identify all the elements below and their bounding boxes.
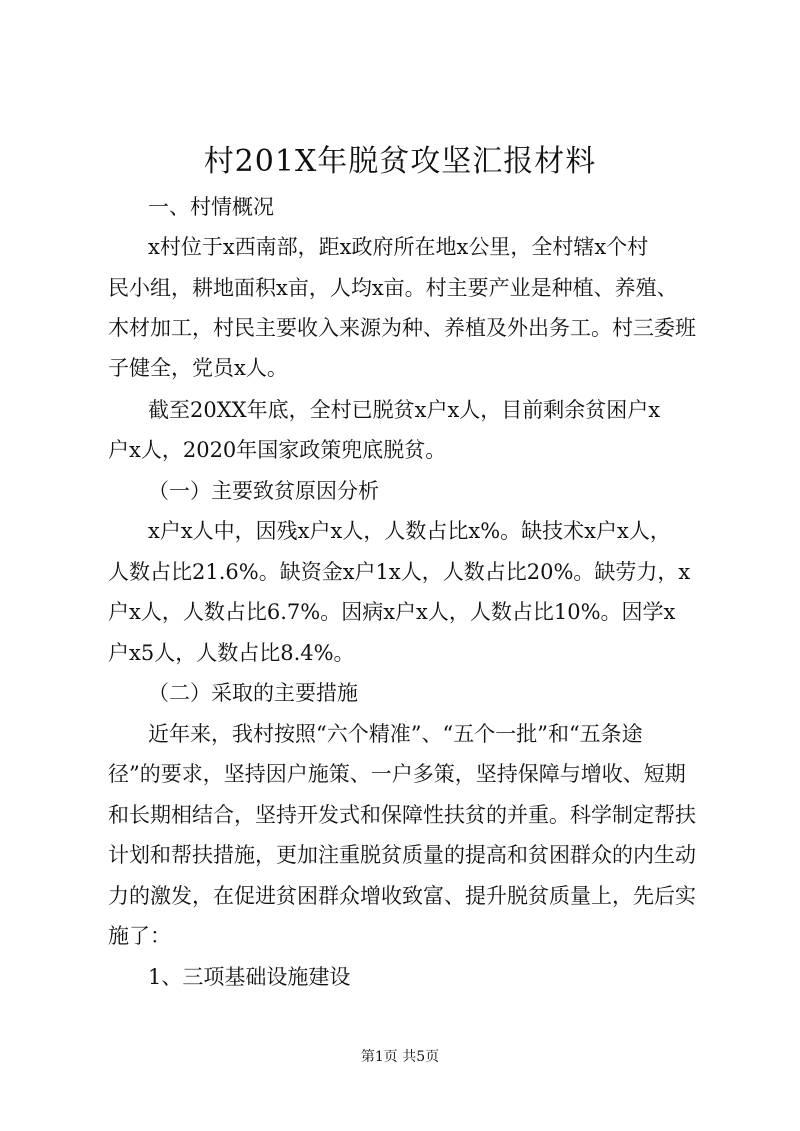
- section-heading: 一、村情概况: [148, 195, 274, 219]
- paragraph-line: 子健全，党员x人。: [108, 356, 288, 380]
- item-heading: 1、三项基础设施建设: [148, 965, 351, 989]
- subsection-heading: （二）采取的主要措施: [148, 681, 358, 705]
- paragraph-line: 人数占比21.6%。缺资金x户1x人，人数占比20%。缺劳力，x: [108, 560, 691, 584]
- paragraph-line: 计划和帮扶措施，更加注重脱贫质量的提高和贫困群众的内生动: [108, 843, 696, 867]
- paragraph-line: 和长期相结合，坚持开发式和保障性扶贫的并重。科学制定帮扶: [108, 803, 696, 827]
- paragraph-line: 户x5人，人数占比8.4%。: [108, 641, 355, 665]
- paragraph-line: 施了：: [108, 924, 171, 948]
- page-number-footer: 第1页 共5页: [360, 1049, 440, 1065]
- document-title: 村201X年脱贫攻坚汇报材料: [203, 144, 597, 179]
- paragraph-line: x村位于x西南部，距x政府所在地x公里，全村辖x个村: [148, 235, 649, 259]
- paragraph-line: x户x人中，因残x户x人，人数占比x%。缺技术x户x人，: [148, 519, 671, 543]
- paragraph-line: 近年来，我村按照“六个精准”、“五个一批”和“五条途: [148, 722, 643, 746]
- paragraph-line: 径”的要求，坚持因户施策、一户多策，坚持保障与增收、短期: [108, 762, 686, 786]
- paragraph-line: 力的激发，在促进贫困群众增收致富、提升脱贫质量上，先后实: [108, 884, 696, 908]
- paragraph-line: 木材加工，村民主要收入来源为种、养植及外出务工。村三委班: [108, 316, 696, 340]
- paragraph-line: 户x人，2020年国家政策兜底脱贫。: [108, 438, 447, 462]
- paragraph-line: 民小组，耕地面积x亩，人均x亩。村主要产业是种植、养殖、: [108, 276, 678, 300]
- paragraph-line: 截至20XX年底，全村已脱贫x户x人，目前剩余贫困户x: [148, 398, 661, 422]
- paragraph-line: 户x人，人数占比6.7%。因病x户x人，人数占比10%。因学x: [108, 600, 676, 624]
- subsection-heading: （一）主要致贫原因分析: [148, 479, 379, 503]
